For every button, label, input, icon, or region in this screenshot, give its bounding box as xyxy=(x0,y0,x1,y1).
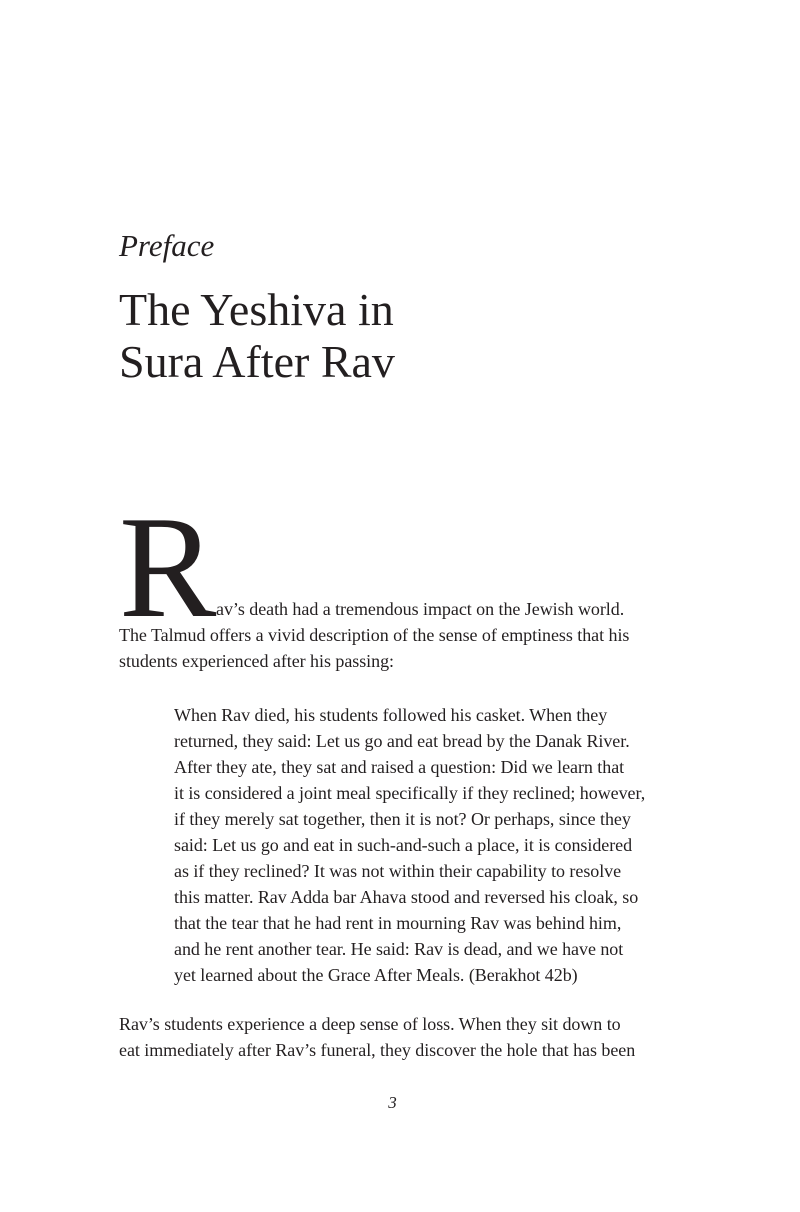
quote-line: that the tear that he had rent in mourning Rav was behind him, xyxy=(174,913,622,933)
quote-line: After they ate, they sat and raised a question: Did we learn that xyxy=(174,757,625,777)
quote-line: yet learned about the Grace After Meals. (Berakhot 42b) xyxy=(174,965,578,985)
text-line: The Talmud offers a vivid description of the sense of emptiness that his xyxy=(119,625,630,645)
text-line: Rav’s students experience a deep sense of loss. When they sit down to xyxy=(119,1014,621,1034)
text-line: students experienced after his passing: xyxy=(119,651,394,671)
quote-line: said: Let us go and eat in such-and-such a place, it is considered xyxy=(174,835,633,855)
chapter-title-line: Sura After Rav xyxy=(119,336,395,387)
body-paragraph xyxy=(119,1011,674,1071)
section-kicker: Preface xyxy=(119,228,215,263)
text-line: eat immediately after Rav’s funeral, they discover the hole that has been xyxy=(119,1040,636,1060)
quote-line: When Rav died, his students followed his casket. When they xyxy=(174,705,608,725)
block-quote xyxy=(174,702,674,992)
drop-cap: R xyxy=(119,486,217,648)
quote-line: this matter. Rav Adda bar Ahava stood and reversed his cloak, so xyxy=(174,887,639,907)
text-line: av’s death had a tremendous impact on the Jewish world. xyxy=(216,599,625,619)
quote-line: if they merely sat together, then it is not? Or perhaps, since they xyxy=(174,809,631,829)
chapter-title-line: The Yeshiva in xyxy=(119,284,394,335)
quote-line: it is considered a joint meal specifically if they reclined; however, xyxy=(174,783,646,803)
quote-line: as if they reclined? It was not within their capability to resolve xyxy=(174,861,622,881)
quote-line: returned, they said: Let us go and eat bread by the Danak River. xyxy=(174,731,630,751)
page-number: 3 xyxy=(388,1093,397,1112)
opening-paragraph xyxy=(119,486,674,672)
quote-line: and he rent another tear. He said: Rav is dead, and we have not xyxy=(174,939,624,959)
chapter-title xyxy=(119,284,679,388)
